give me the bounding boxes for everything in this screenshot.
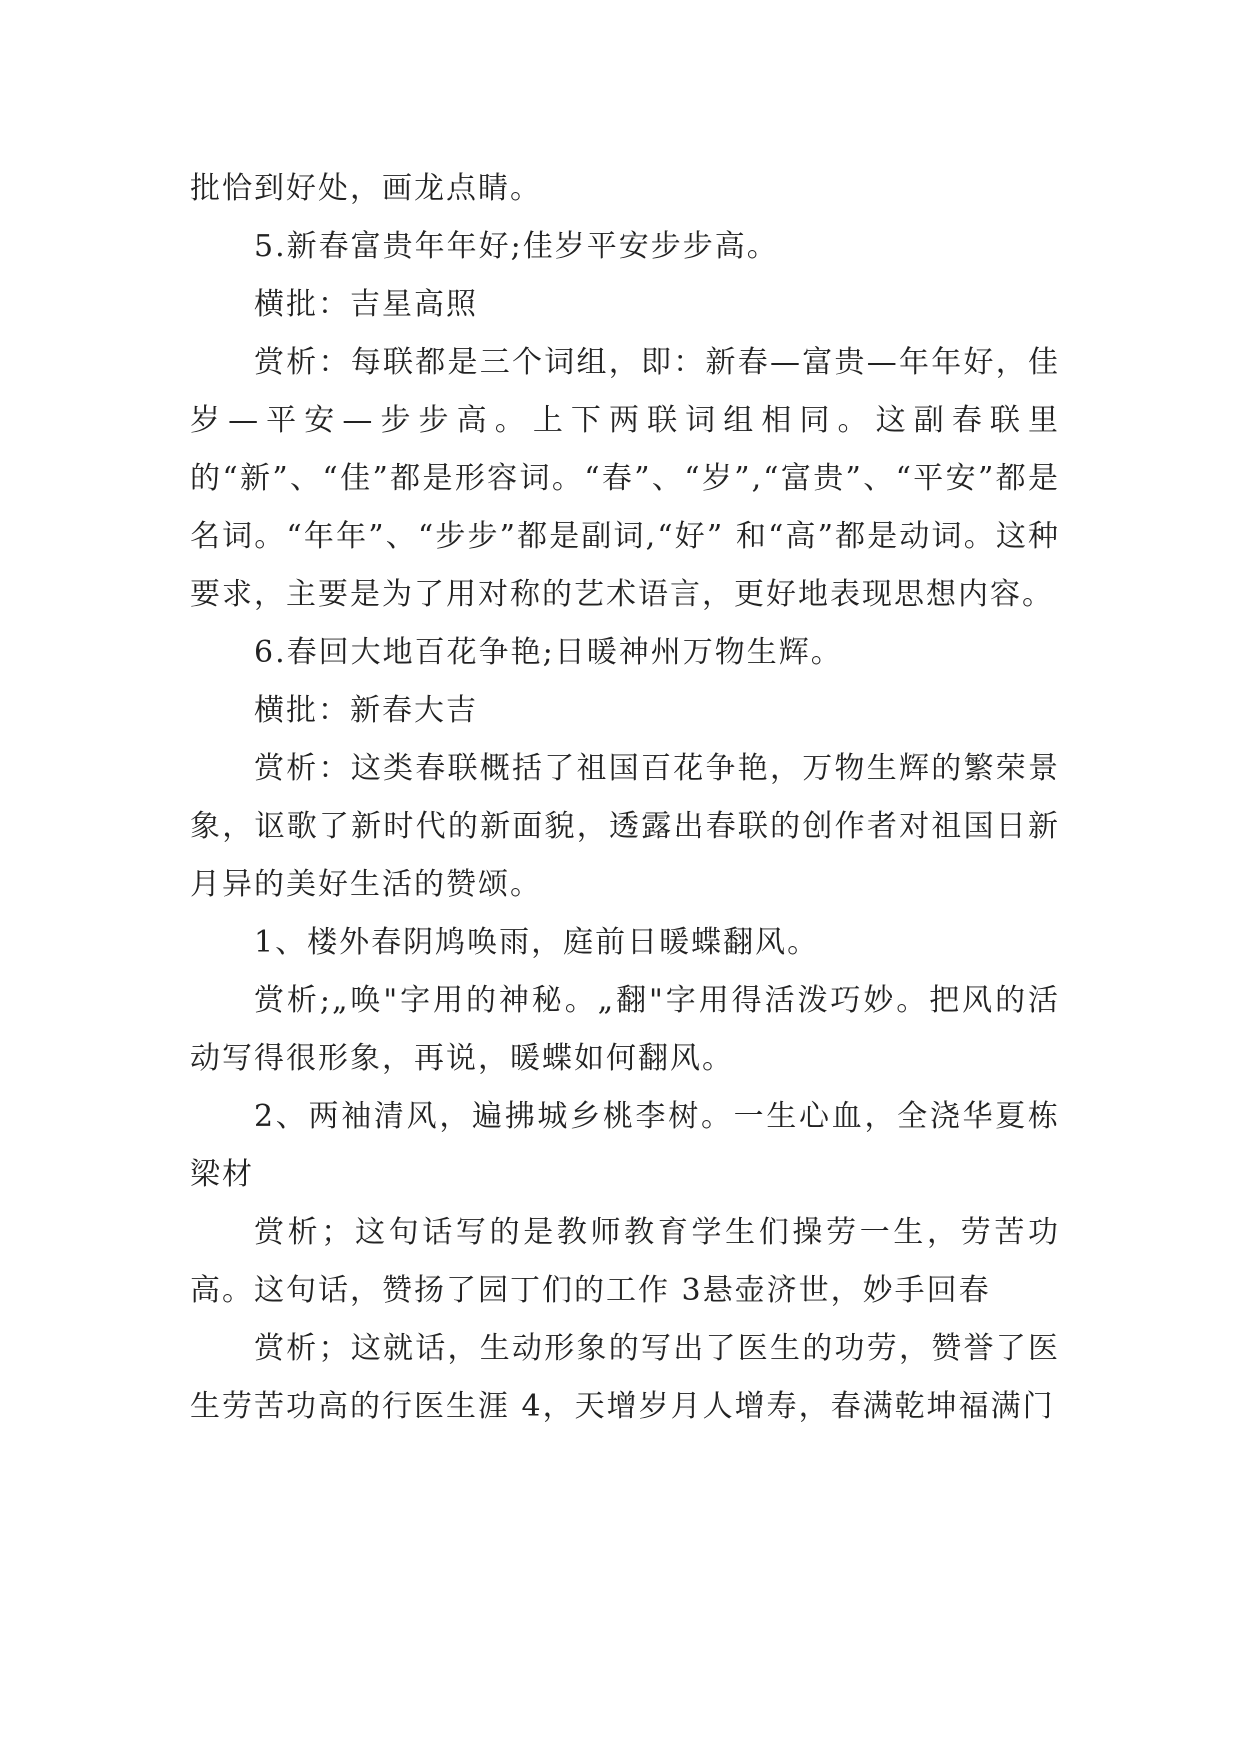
analysis-5: 赏析：每联都是三个词组，即：新春—富贵—年年好，佳岁—平安—步步高。上下两联词组相同。这副春联里的“新”、“佳”都是形容词。“春”、“岁”,“富贵”、“平安”都是名词。“年年”、“步步”都是副词,“好” 和“高”都是动词。这种要求，主要是为了用对称的艺术语言，更好地表现思想内容。: [190, 345, 1060, 612]
horizontal-scroll-6: 横批：新春大吉: [254, 693, 478, 728]
document-body: [190, 160, 1060, 1436]
analysis-6: 赏析：这类春联概括了祖国百花争艳，万物生辉的繁荣景象，讴歌了新时代的新面貌，透露出春联的创作者对祖国日新月异的美好生活的赞颂。: [190, 751, 1060, 902]
analysis-1: 赏析;„唤"字用的神秘。„翻"字用得活泼巧妙。把风的活动写得很形象，再说，暖蝶如何翻风。: [190, 983, 1060, 1076]
couplet-2: 2、两袖清风，遍拂城乡桃李树。一生心血，全浇华夏栋梁材: [190, 1099, 1060, 1192]
couplet-6: 6.春回大地百花争艳;日暖神州万物生辉。: [254, 635, 843, 670]
analysis-2: 赏析；这句话写的是教师教育学生们操劳一生，劳苦功高。这句话，赞扬了园丁们的工作 3悬壶济世，妙手回春: [190, 1215, 1060, 1308]
analysis-3: 赏析；这就话，生动形象的写出了医生的功劳，赞誉了医生劳苦功高的行医生涯 4，天增岁月人增寿，春满乾坤福满门: [190, 1331, 1060, 1424]
horizontal-scroll-5: 横批：吉星高照: [254, 287, 478, 322]
couplet-5: 5.新春富贵年年好;佳岁平安步步高。: [254, 229, 779, 264]
couplet-1: 1、楼外春阴鸠唤雨，庭前日暖蝶翻风。: [254, 925, 820, 960]
paragraph-intro-end: 批恰到好处，画龙点睛。: [190, 171, 542, 206]
